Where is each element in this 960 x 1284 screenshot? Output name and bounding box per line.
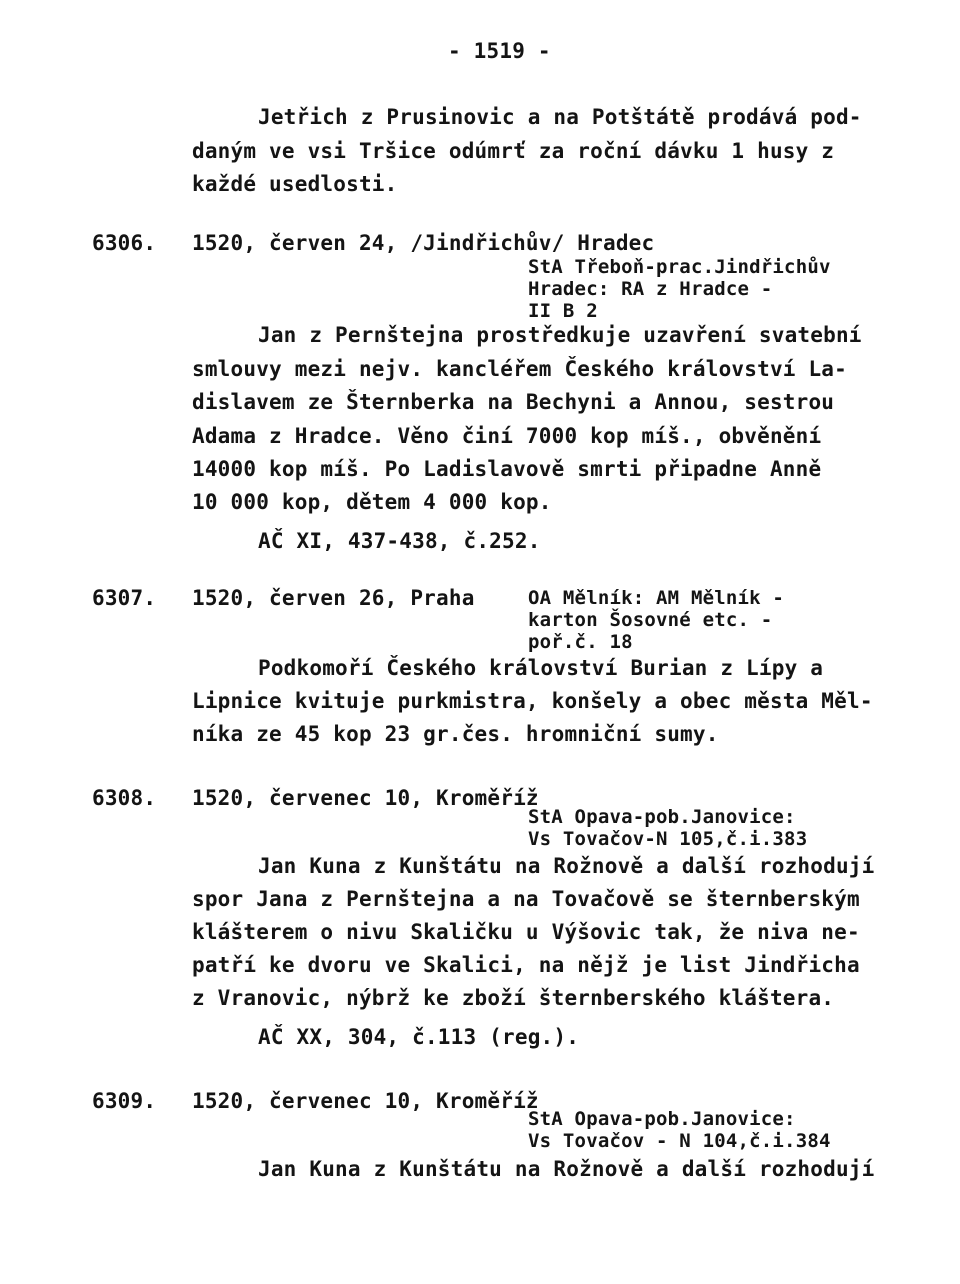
- entry-source: karton Šosovné etc. -: [528, 609, 773, 631]
- entry-source: OA Mělník: AM Mělník -: [528, 587, 785, 609]
- text-line: 14000 kop míš. Po Ladislavově smrti připadne Anně: [192, 457, 822, 481]
- entry-date-place: 1520, červenec 10, Kroměříž: [192, 786, 539, 810]
- text-line: patří ke dvoru ve Skalici, na nějž je list Jindřicha: [192, 953, 860, 977]
- entry-reference: AČ XI, 437-438, č.252.: [258, 529, 541, 553]
- entry-date-place: 1520, červen 24, /Jindřichův/ Hradec: [192, 231, 655, 255]
- entry-number: 6306.: [92, 231, 157, 255]
- entry-source: StA Opava-pob.Janovice:: [528, 806, 796, 828]
- entry-number: 6307.: [92, 586, 157, 610]
- entry-source: StA Opava-pob.Janovice:: [528, 1108, 796, 1130]
- entry-reference: AČ XX, 304, č.113 (reg.).: [258, 1025, 580, 1049]
- text-line: dislavem ze Šternberka na Bechyni a Annou, sestrou: [192, 390, 835, 414]
- text-line: 10 000 kop, dětem 4 000 kop.: [192, 490, 552, 514]
- text-line: Jetřich z Prusinovic a na Potštátě prodává pod-: [258, 105, 862, 129]
- entry-source: II B 2: [528, 300, 598, 322]
- entry-source: StA Třeboň-prac.Jindřichův: [528, 256, 831, 278]
- text-line: Lipnice kvituje purkmistra, konšely a obec města Měl-: [192, 689, 873, 713]
- entry-source: poř.č. 18: [528, 631, 633, 653]
- text-line: klášterem o nivu Skaličku u Výšovic tak, že niva ne-: [192, 920, 860, 944]
- entry-date-place: 1520, červenec 10, Kroměříž: [192, 1089, 539, 1113]
- text-line: Podkomoří Českého království Burian z Lípy a: [258, 656, 824, 680]
- text-line: Jan z Pernštejna prostředkuje uzavření svatební: [258, 323, 862, 347]
- text-line: Adama z Hradce. Věno činí 7000 kop míš., obvěnění: [192, 424, 822, 448]
- text-line: daným ve vsi Tršice odúmrť za roční dávku 1 husy z: [192, 139, 835, 163]
- entry-number: 6308.: [92, 786, 157, 810]
- entry-source: Hradec: RA z Hradce -: [528, 278, 773, 300]
- entry-date-place: 1520, červen 26, Praha: [192, 586, 475, 610]
- page-number: - 1519 -: [448, 39, 551, 63]
- entry-number: 6309.: [92, 1089, 157, 1113]
- entry-source: Vs Tovačov-N 105,č.i.383: [528, 828, 808, 850]
- text-line: níka ze 45 kop 23 gr.čes. hromniční sumy.: [192, 722, 719, 746]
- text-line: každé usedlosti.: [192, 172, 398, 196]
- text-line: Jan Kuna z Kunštátu na Rožnově a další rozhodují: [258, 854, 875, 878]
- text-line: z Vranovic, nýbrž ke zboží šternberského kláštera.: [192, 986, 835, 1010]
- text-line: Jan Kuna z Kunštátu na Rožnově a další rozhodují: [258, 1157, 875, 1181]
- text-line: smlouvy mezi nejv. kancléřem Českého království La-: [192, 357, 847, 381]
- text-line: spor Jana z Pernštejna a na Tovačově se šternberským: [192, 887, 860, 911]
- entry-source: Vs Tovačov - N 104,č.i.384: [528, 1130, 831, 1152]
